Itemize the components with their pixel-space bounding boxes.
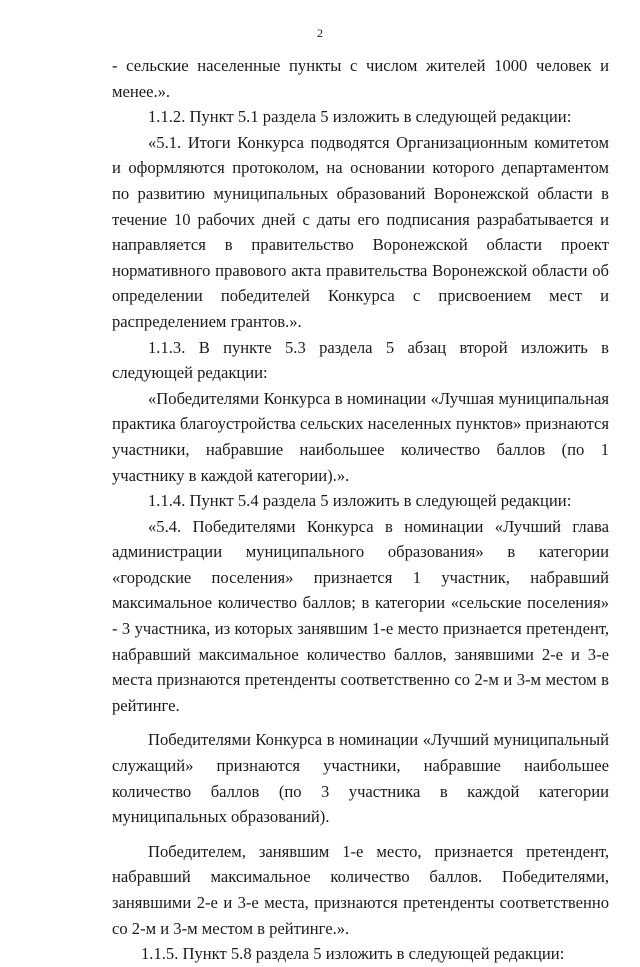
paragraph-clause-5-1: «5.1. Итоги Конкурса подводятся Организационным комитетом и оформляются протоколом, на основании которого департаментом по развитию муниципальных образований Воронежской области в течение 10 рабочих дней с даты его подписания разрабатывается и направляется в правительство Воронежской области проект нормативного правового акта правительства Воронежской области об определении победителей Конкурса с присвоением мест и распределением грантов.». [112, 132, 609, 331]
paragraph-section-1-1-2: 1.1.2. Пункт 5.1 раздела 5 изложить в следующей редакции: [148, 107, 572, 127]
paragraph-first-place-rule: Победителем, занявшим 1-е место, признается претендент, набравший максимальное количество баллов. Победителями, занявшими 2-е и 3-е места, признаются претенденты соответственно со 2-м и 3-м местом в рейтинге.». [112, 841, 609, 938]
paragraph-clause-5-4: «5.4. Победителями Конкурса в номинации «Лучший глава администрации муниципального образования» в категории «городские поселения» признается 1 участник, набравший максимальное количество баллов; в категории «сельские поселения» - 3 участника, из которых занявшим 1-е место признается претендент, набравший максимальное количество баллов, занявшими 2-е и 3-е места признаются претенденты соответственно со 2-м и 3-м местом в рейтинге. [112, 516, 609, 715]
paragraph-rural-settlements: - сельские населенные пункты с числом жителей 1000 человек и менее.». [112, 56, 609, 101]
paragraph-section-1-1-4: 1.1.4. Пункт 5.4 раздела 5 изложить в следующей редакции: [148, 491, 572, 511]
page-number: 2 [317, 26, 323, 40]
paragraph-section-1-1-3: 1.1.3. В пункте 5.3 раздела 5 абзац второй изложить в следующей редакции: [112, 337, 609, 383]
document-body [112, 53, 609, 967]
paragraph-best-municipal-employee: Победителями Конкурса в номинации «Лучший муниципальный служащий» признаются участники, набравшие наибольшее количество баллов (по 3 участника в каждой категории муниципальных образований). [112, 730, 609, 827]
paragraph-clause-5-3-text: «Победителями Конкурса в номинации «Лучшая муниципальная практика благоустройства сельских населенных пунктов» признаются участники, набравшие наибольшее количество баллов (по 1 участнику в каждой категории).». [112, 388, 609, 485]
paragraph-section-1-1-5: 1.1.5. Пункт 5.8 раздела 5 изложить в следующей редакции: [141, 944, 565, 964]
